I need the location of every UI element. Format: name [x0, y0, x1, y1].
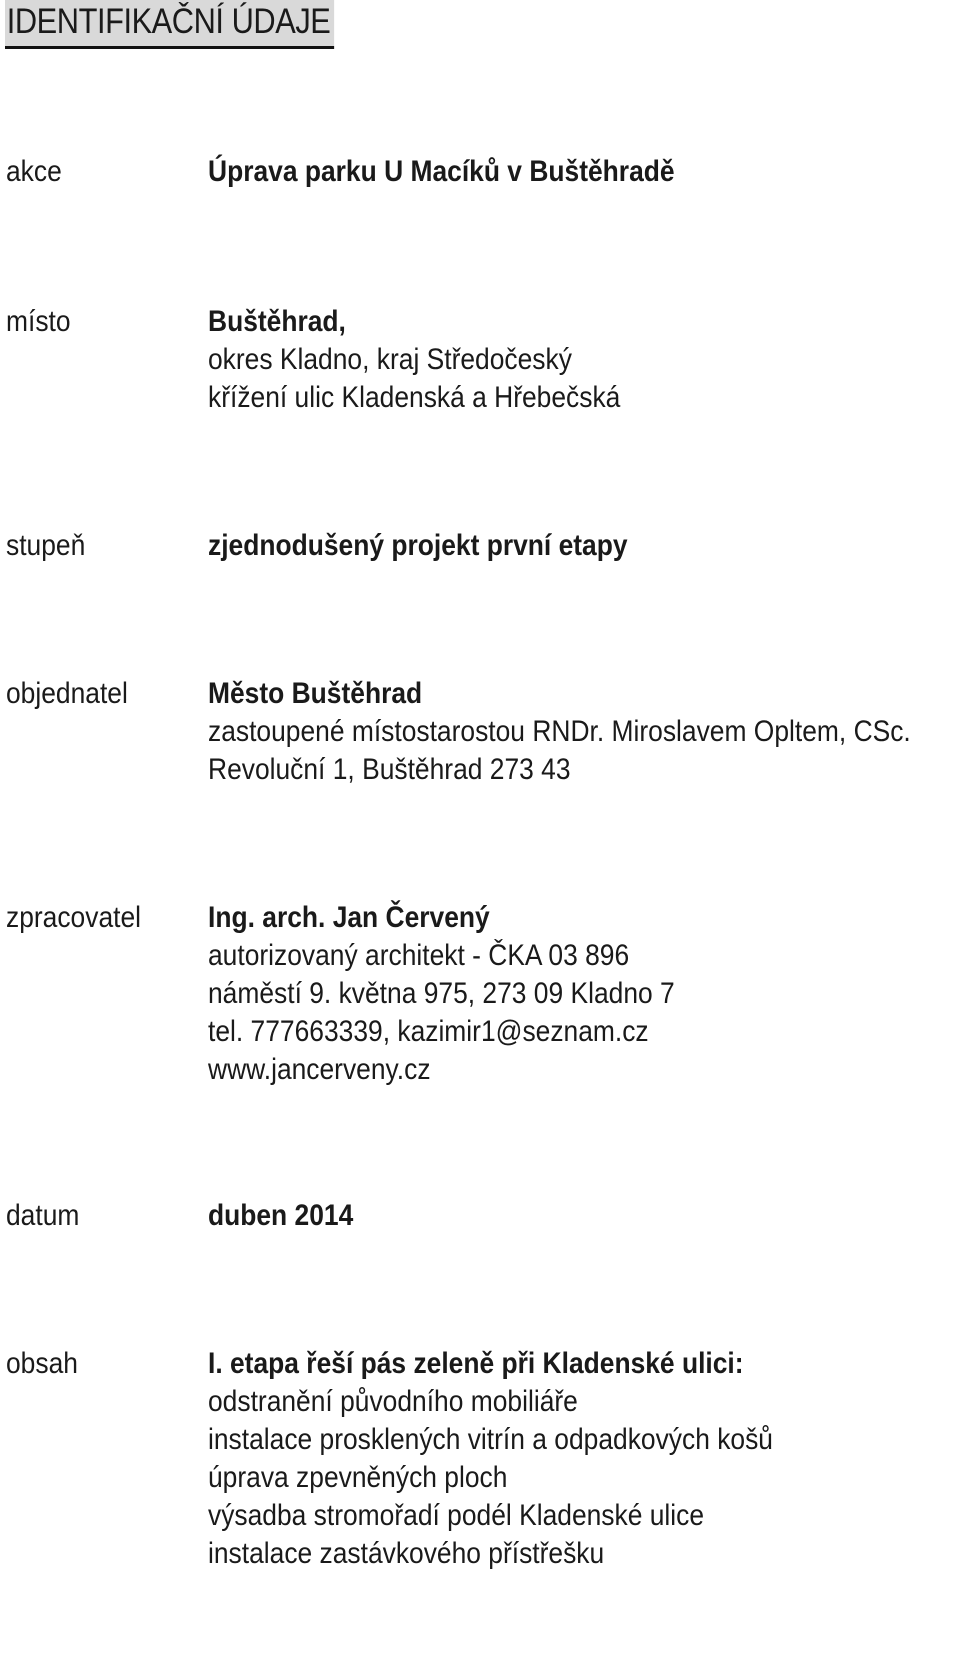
value-objednatel	[208, 675, 911, 789]
label-objednatel: objednatel	[6, 677, 128, 710]
value-akce	[208, 153, 675, 191]
misto-line-1: Buštěhrad,	[208, 305, 346, 338]
value-datum	[208, 1197, 353, 1235]
zpracovatel-line-3: náměstí 9. května 975, 273 09 Kladno 7	[208, 977, 675, 1010]
label-misto: místo	[6, 305, 71, 338]
document-title: IDENTIFIKAČNÍ ÚDAJE	[5, 0, 334, 49]
stupen-line-1: zjednodušený projekt první etapy	[208, 529, 628, 562]
value-zpracovatel	[208, 899, 675, 1089]
value-stupen	[208, 527, 628, 565]
obsah-line-5: výsadba stromořadí podél Kladenské ulice	[208, 1499, 705, 1532]
misto-line-2: okres Kladno, kraj Středočeský	[208, 343, 572, 376]
value-misto	[208, 303, 620, 417]
label-datum: datum	[6, 1199, 80, 1232]
obsah-line-4: úprava zpevněných ploch	[208, 1461, 508, 1494]
obsah-line-3: instalace prosklených vitrín a odpadkových košů	[208, 1423, 773, 1456]
zpracovatel-line-5: www.jancerveny.cz	[208, 1053, 431, 1086]
objednatel-line-1: Město Buštěhrad	[208, 677, 423, 710]
misto-line-3: křížení ulic Kladenská a Hřebečská	[208, 381, 621, 414]
label-zpracovatel: zpracovatel	[6, 901, 142, 934]
label-akce: akce	[6, 155, 62, 188]
zpracovatel-line-1: Ing. arch. Jan Červený	[208, 901, 490, 934]
zpracovatel-line-4: tel. 777663339, kazimir1@seznam.cz	[208, 1015, 649, 1048]
obsah-line-6: instalace zastávkového přístřešku	[208, 1537, 605, 1570]
label-stupen: stupeň	[6, 529, 86, 562]
label-obsah: obsah	[6, 1347, 78, 1380]
value-obsah	[208, 1345, 773, 1573]
akce-line-1: Úprava parku U Macíků v Buštěhradě	[208, 155, 675, 188]
objednatel-line-2: zastoupené místostarostou RNDr. Miroslavem Opltem, CSc.	[208, 715, 911, 748]
obsah-line-1: I. etapa řeší pás zeleně při Kladenské ulici:	[208, 1347, 744, 1380]
datum-line-1: duben 2014	[208, 1199, 354, 1232]
zpracovatel-line-2: autorizovaný architekt - ČKA 03 896	[208, 939, 630, 972]
obsah-line-2: odstranění původního mobiliáře	[208, 1385, 578, 1418]
objednatel-line-3: Revoluční 1, Buštěhrad 273 43	[208, 753, 571, 786]
